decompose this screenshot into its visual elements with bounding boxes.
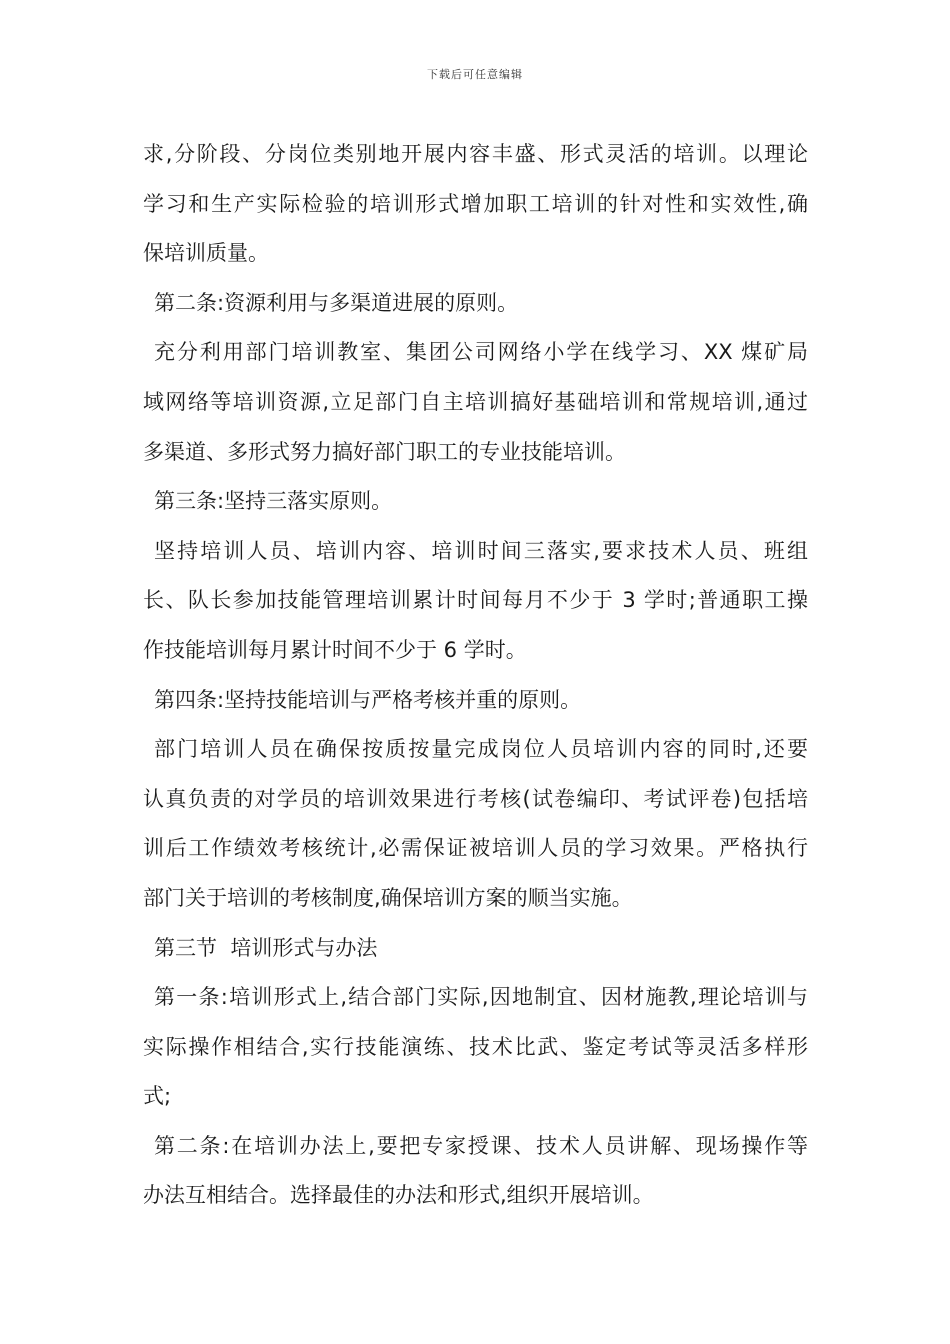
document-body — [143, 130, 808, 1221]
page-header: 下载后可任意编辑 — [427, 68, 523, 81]
clause-heading: 第二条:资源利用与多渠道进展的原则。 — [154, 290, 519, 315]
text-line: 部门关于培训的考核制度,确保培训方案的顺当实施。 — [143, 885, 633, 910]
section-heading: 第三节 培训形式与办法 — [154, 935, 378, 960]
text-line: 第二条:在培训办法上,要把专家授课、技术人员讲解、现场操作等 — [154, 1133, 808, 1158]
text-line: 多渠道、多形式努力搞好部门职工的专业技能培训。 — [143, 439, 626, 464]
text-line: 坚持培训人员、培训内容、培训时间三落实,要求技术人员、班组 — [154, 538, 808, 563]
clause-heading: 第三条:坚持三落实原则。 — [154, 489, 393, 514]
text-line: 办法互相结合。选择最佳的办法和形式,组织开展培训。 — [143, 1183, 654, 1208]
text-line: 训后工作绩效考核统计,必需保证被培训人员的学习效果。严格执行 — [143, 836, 808, 861]
text-line: 域网络等培训资源,立足部门自主培训搞好基础培训和常规培训,通过 — [143, 389, 808, 414]
text-line: 充分利用部门培训教室、集团公司网络小学在线学习、XX 煤矿局 — [154, 340, 808, 365]
text-line: 作技能培训每月累计时间不少于 6 学时。 — [143, 637, 527, 662]
text-line: 学习和生产实际检验的培训形式增加职工培训的针对性和实效性,确 — [143, 191, 808, 216]
text-line: 实际操作相结合,实行技能演练、技术比武、鉴定考试等灵活多样形 — [143, 1034, 808, 1059]
text-line: 部门培训人员在确保按质按量完成岗位人员培训内容的同时,还要 — [154, 737, 808, 762]
text-line: 第一条:培训形式上,结合部门实际,因地制宜、因材施教,理论培训与 — [154, 985, 808, 1010]
text-line: 求,分阶段、分岗位类别地开展内容丰盛、形式灵活的培训。以理论 — [143, 142, 808, 166]
text-line: 保培训质量。 — [143, 241, 269, 266]
clause-heading: 第四条:坚持技能培训与严格考核并重的原则。 — [154, 687, 582, 712]
text-line: 长、队长参加技能管理培训累计时间每月不少于 3 学时;普通职工操 — [143, 588, 808, 613]
text-line: 认真负责的对学员的培训效果进行考核(试卷编印、考试评卷)包括培 — [143, 786, 808, 811]
text-line: 式; — [143, 1084, 172, 1109]
